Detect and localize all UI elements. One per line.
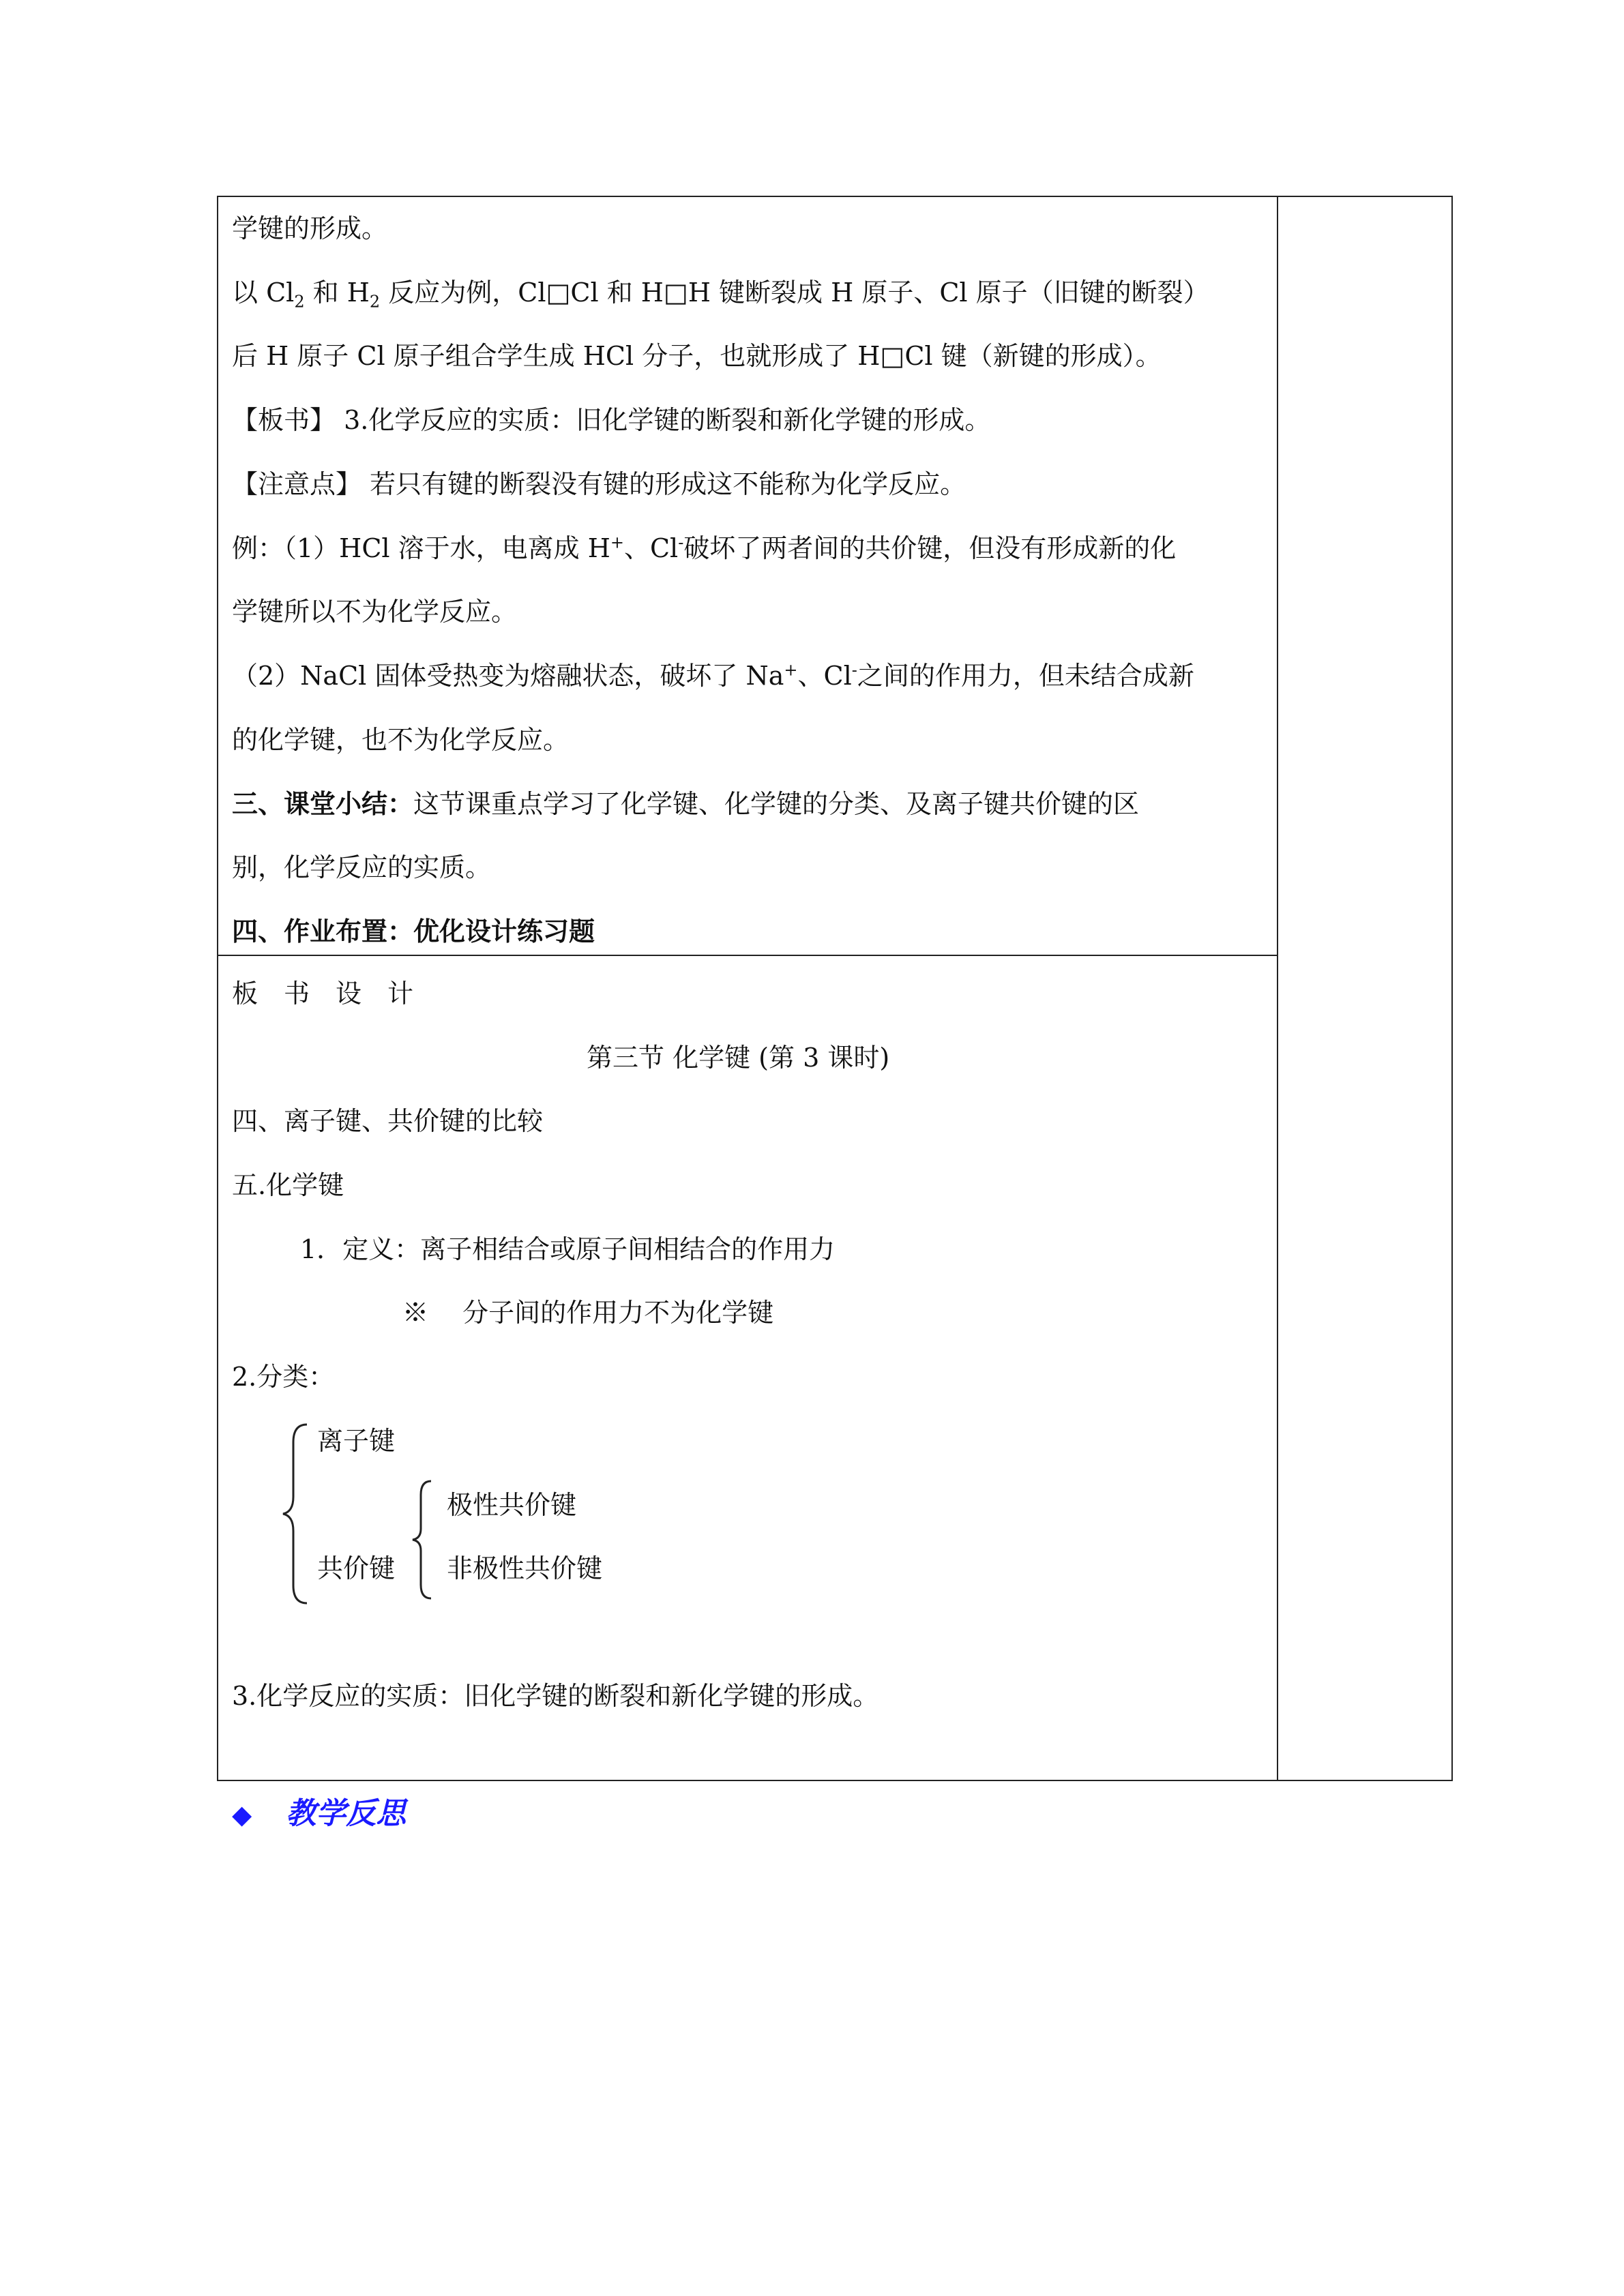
table-column-divider <box>1277 196 1278 1781</box>
diamond-bullet-icon: ◆ <box>232 1799 252 1830</box>
inner-brace-icon <box>409 1478 437 1601</box>
essence-line: 3.化学反应的实质：旧化学键的断裂和新化学键的形成。 <box>232 1681 879 1711</box>
text-line: 的化学键，也不为化学反应。 <box>232 725 570 755</box>
text-line: 以 $Cl_2$ 和 $H_2$ 反应为例，Cl□Cl 和 H□H 键断裂成 H 原子、Cl 原子（旧键的断裂） <box>232 278 1209 312</box>
board-note-line: 【板书】 3.化学反应的实质：旧化学键的断裂和新化学键的形成。 <box>232 405 991 435</box>
text-line: 学键的形成。 <box>232 213 388 243</box>
attention-line: 【注意点】 若只有键的断裂没有键的形成这不能称为化学反应。 <box>232 469 966 499</box>
classification-label: 2.分类： <box>232 1362 335 1392</box>
text-line: 别，化学反应的实质。 <box>232 852 492 882</box>
definition-line: 1．定义：离子相结合或原子间相结合的作用力 <box>300 1234 836 1264</box>
teaching-reflection-heading: ◆ 教学反思 <box>232 1793 406 1835</box>
outer-brace-icon <box>280 1422 314 1606</box>
text-line: 学键所以不为化学反应。 <box>232 597 518 627</box>
text-line: 后 H 原子 Cl 原子组合学生成 HCl 分子，也就形成了 H□Cl 键（新键的形成）。 <box>232 341 1162 371</box>
example-line: （2）NaCl 固体受热变为熔融状态，破坏了 Na+、Cl-之间的作用力，但未结合成新 <box>232 660 1194 691</box>
board-item: 四、离子键、共价键的比较 <box>232 1106 544 1136</box>
board-item: 五.化学键 <box>232 1170 344 1200</box>
summary-line: 三、课堂小结：这节课重点学习了化学键、化学键的分类、及离子键共价键的区 <box>232 788 1140 819</box>
covalent-bond-label: 共价键 <box>317 1553 396 1583</box>
board-title: 第三节 化学键 (第 3 课时) <box>587 1043 890 1073</box>
board-heading: 板 书 设 计 <box>232 979 414 1009</box>
note-line: ※ 分子间的作用力不为化学键 <box>402 1298 774 1328</box>
table-row-divider <box>217 955 1278 956</box>
nonpolar-covalent-label: 非极性共价键 <box>447 1553 603 1583</box>
polar-covalent-label: 极性共价键 <box>447 1490 577 1520</box>
ionic-bond-label: 离子键 <box>317 1426 396 1456</box>
homework-line: 四、作业布置：优化设计练习题 <box>232 916 595 946</box>
example-line: 例：（1）HCl 溶于水，电离成 H+、Cl-破坏了两者间的共价键，但没有形成新的化 <box>232 533 1177 563</box>
